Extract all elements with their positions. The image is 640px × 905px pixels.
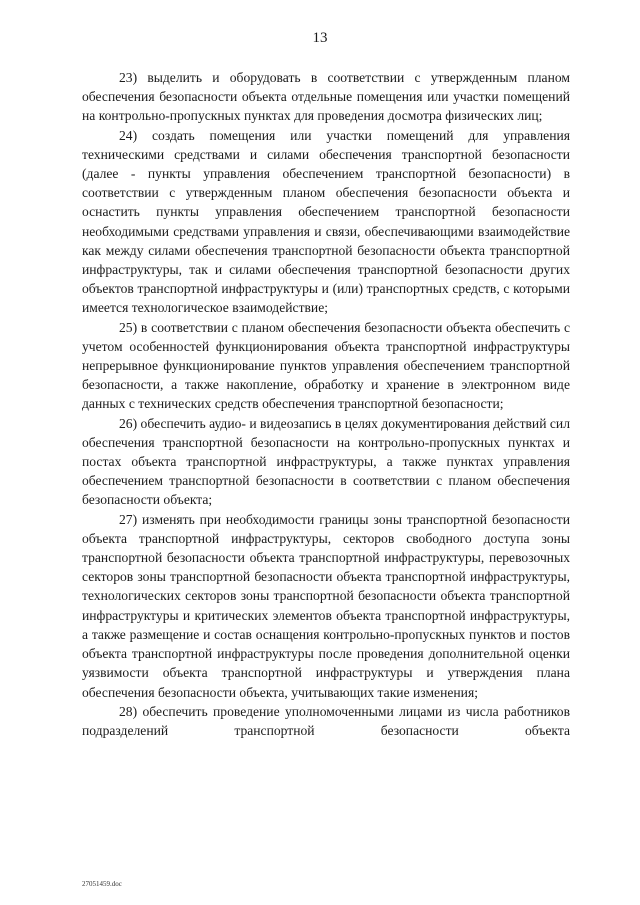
paragraph-item-26: 26) обеспечить аудио- и видеозапись в целях документирования действий сил обеспечения транспортной безопасности на контрольно-пропускных пунктах и постах объекта транспортной инфраструктуры, а также пунктах управления обеспечением транспортной безопасности в соответствии с планом обеспечения безопасности объекта;: [82, 415, 570, 508]
paragraph-item-23: 23) выделить и оборудовать в соответствии с утвержденным планом обеспечения безопасности объекта отдельные помещения или участки помещений на контрольно-пропускных пунктах для проведения досмотра физических лиц;: [82, 70, 570, 124]
page-number: 13: [312, 30, 328, 46]
document-body: [82, 68, 570, 740]
footer-filename: 27051459.doc: [82, 880, 122, 888]
paragraph-item-28: 28) обеспечить проведение уполномоченными лицами из числа работников подразделений транспортной безопасности объекта: [82, 703, 570, 738]
paragraph-item-25: 25) в соответствии с планом обеспечения безопасности объекта обеспечить с учетом особенностей функционирования объекта транспортной инфраструктуры непрерывное функционирование пунктов управления обеспечением транспортной безопасности, а также накопление, обработку и хранение в электронном виде данных с технических средств обеспечения транспортной безопасности;: [82, 319, 570, 412]
paragraph-item-27: 27) изменять при необходимости границы зоны транспортной безопасности объекта транспортной инфраструктуры, секторов свободного доступа зоны транспортной безопасности объекта транспортной инфраструктуры, перевозочных секторов зоны транспортной безопасности объекта транспортной инфраструктуры, технологических секторов зоны транспортной безопасности объекта транспортной инфраструктуры и критических элементов объекта транспортной инфраструктуры, а также размещение и состав оснащения контрольно-пропускных пунктов и постов объекта транспортной инфраструктуры после проведения дополнительной оценки уязвимости объекта транспортной инфраструктуры и утверждения плана обеспечения безопасности объекта, учитывающих такие изменения;: [82, 511, 570, 700]
paragraph-item-24: 24) создать помещения или участки помещений для управления техническими средствами и силами обеспечения транспортной безопасности (далее - пункты управления обеспечением транспортной безопасности) в соответствии с утвержденным планом обеспечения безопасности объекта и оснастить пункты управления обеспечением транспортной безопасности необходимыми средствами управления и связи, обеспечивающими взаимодействие как между силами обеспечения транспортной безопасности объекта транспортной инфраструктуры, так и силами обеспечения транспортной безопасности других объектов транспортной инфраструктуры и (или) транспортных средств, с которыми имеется технологическое взаимодействие;: [82, 127, 570, 316]
